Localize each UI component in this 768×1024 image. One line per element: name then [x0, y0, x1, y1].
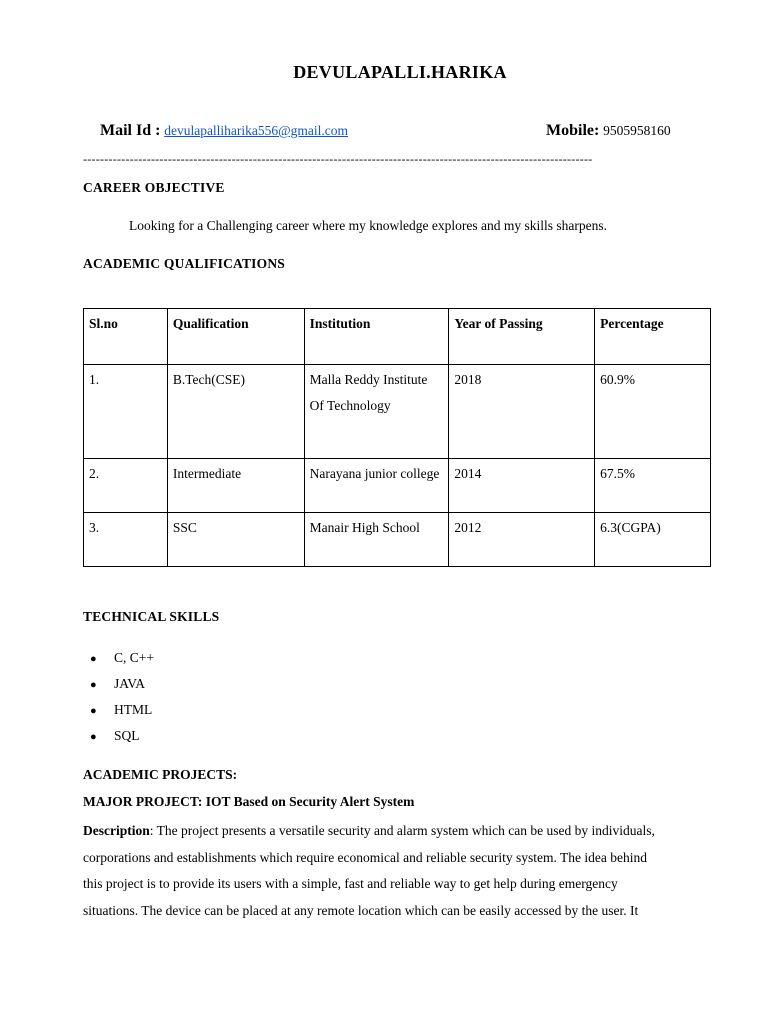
column-header: Qualification	[167, 309, 304, 365]
description-line	[83, 818, 743, 845]
table-cell: Manair High School	[304, 513, 449, 567]
list-item	[90, 673, 154, 699]
email-link[interactable]: devulapalliharika556@gmail.com	[164, 123, 348, 138]
table-cell: Intermediate	[167, 459, 304, 513]
list-item	[90, 699, 154, 725]
column-header: Year of Passing	[449, 309, 595, 365]
qualifications-table	[83, 308, 711, 567]
list-item	[90, 647, 154, 673]
mobile-label: Mobile:	[546, 122, 600, 139]
description-label: Description	[83, 823, 150, 838]
bullet-icon: ●	[90, 731, 97, 743]
table-cell: 6.3(CGPA)	[595, 513, 711, 567]
description-line: corporations and establishments which require economical and reliable security system. The idea behind	[83, 849, 647, 865]
bullet-icon: ●	[90, 705, 97, 717]
table-cell: 2018	[449, 365, 595, 459]
table-cell: 3.	[84, 513, 168, 567]
major-project-title: MAJOR PROJECT: IOT Based on Security Alert System	[83, 794, 415, 809]
column-header: Sl.no	[84, 309, 168, 365]
skills-list	[90, 647, 154, 751]
column-header: Institution	[304, 309, 449, 365]
table-cell: 2012	[449, 513, 595, 567]
table-cell: B.Tech(CSE)	[167, 365, 304, 459]
table-cell: Malla Reddy Institute Of Technology	[304, 365, 449, 459]
mobile-number: 9505958160	[603, 123, 671, 138]
dashed-divider: ------------------------------------------------------------------------------------------------------------------------	[83, 152, 593, 166]
description-line: situations. The device can be placed at any remote location which can be easily accessed by the user. It	[83, 902, 639, 918]
bullet-icon: ●	[90, 653, 97, 665]
table-cell: 1.	[84, 365, 168, 459]
table-cell: 67.5%	[595, 459, 711, 513]
description-text: : The project presents a versatile security and alarm system which can be used by individuals,	[149, 823, 655, 838]
mail-label: Mail Id :	[100, 122, 161, 139]
project-description	[83, 818, 743, 924]
table-row	[84, 459, 711, 513]
description-line: this project is to provide its users with a simple, fast and reliable way to get help during emergency	[83, 876, 618, 891]
career-objective-heading: CAREER OBJECTIVE	[83, 180, 225, 195]
academic-projects-heading: ACADEMIC PROJECTS:	[83, 767, 238, 782]
candidate-name: DEVULAPALLI.HARIKA	[293, 62, 507, 82]
skill-label: HTML	[114, 702, 153, 717]
skill-label: SQL	[114, 728, 140, 743]
skill-label: C, C++	[114, 650, 154, 665]
table-row	[84, 513, 711, 567]
mail-row	[100, 122, 348, 140]
table-header-row	[84, 309, 711, 365]
table-cell: 2.	[84, 459, 168, 513]
table-cell: SSC	[167, 513, 304, 567]
table-cell: 60.9%	[595, 365, 711, 459]
table-cell: Narayana junior college	[304, 459, 449, 513]
column-header: Percentage	[595, 309, 711, 365]
mobile-row	[546, 122, 671, 140]
technical-skills-heading: TECHNICAL SKILLS	[83, 609, 220, 624]
career-objective-text: Looking for a Challenging career where my knowledge explores and my skills sharpens.	[129, 218, 607, 233]
bullet-icon: ●	[90, 679, 97, 691]
table-row	[84, 365, 711, 459]
skill-label: JAVA	[114, 676, 146, 691]
table-cell: 2014	[449, 459, 595, 513]
list-item	[90, 725, 154, 751]
academic-qualifications-heading: ACADEMIC QUALIFICATIONS	[83, 256, 285, 271]
